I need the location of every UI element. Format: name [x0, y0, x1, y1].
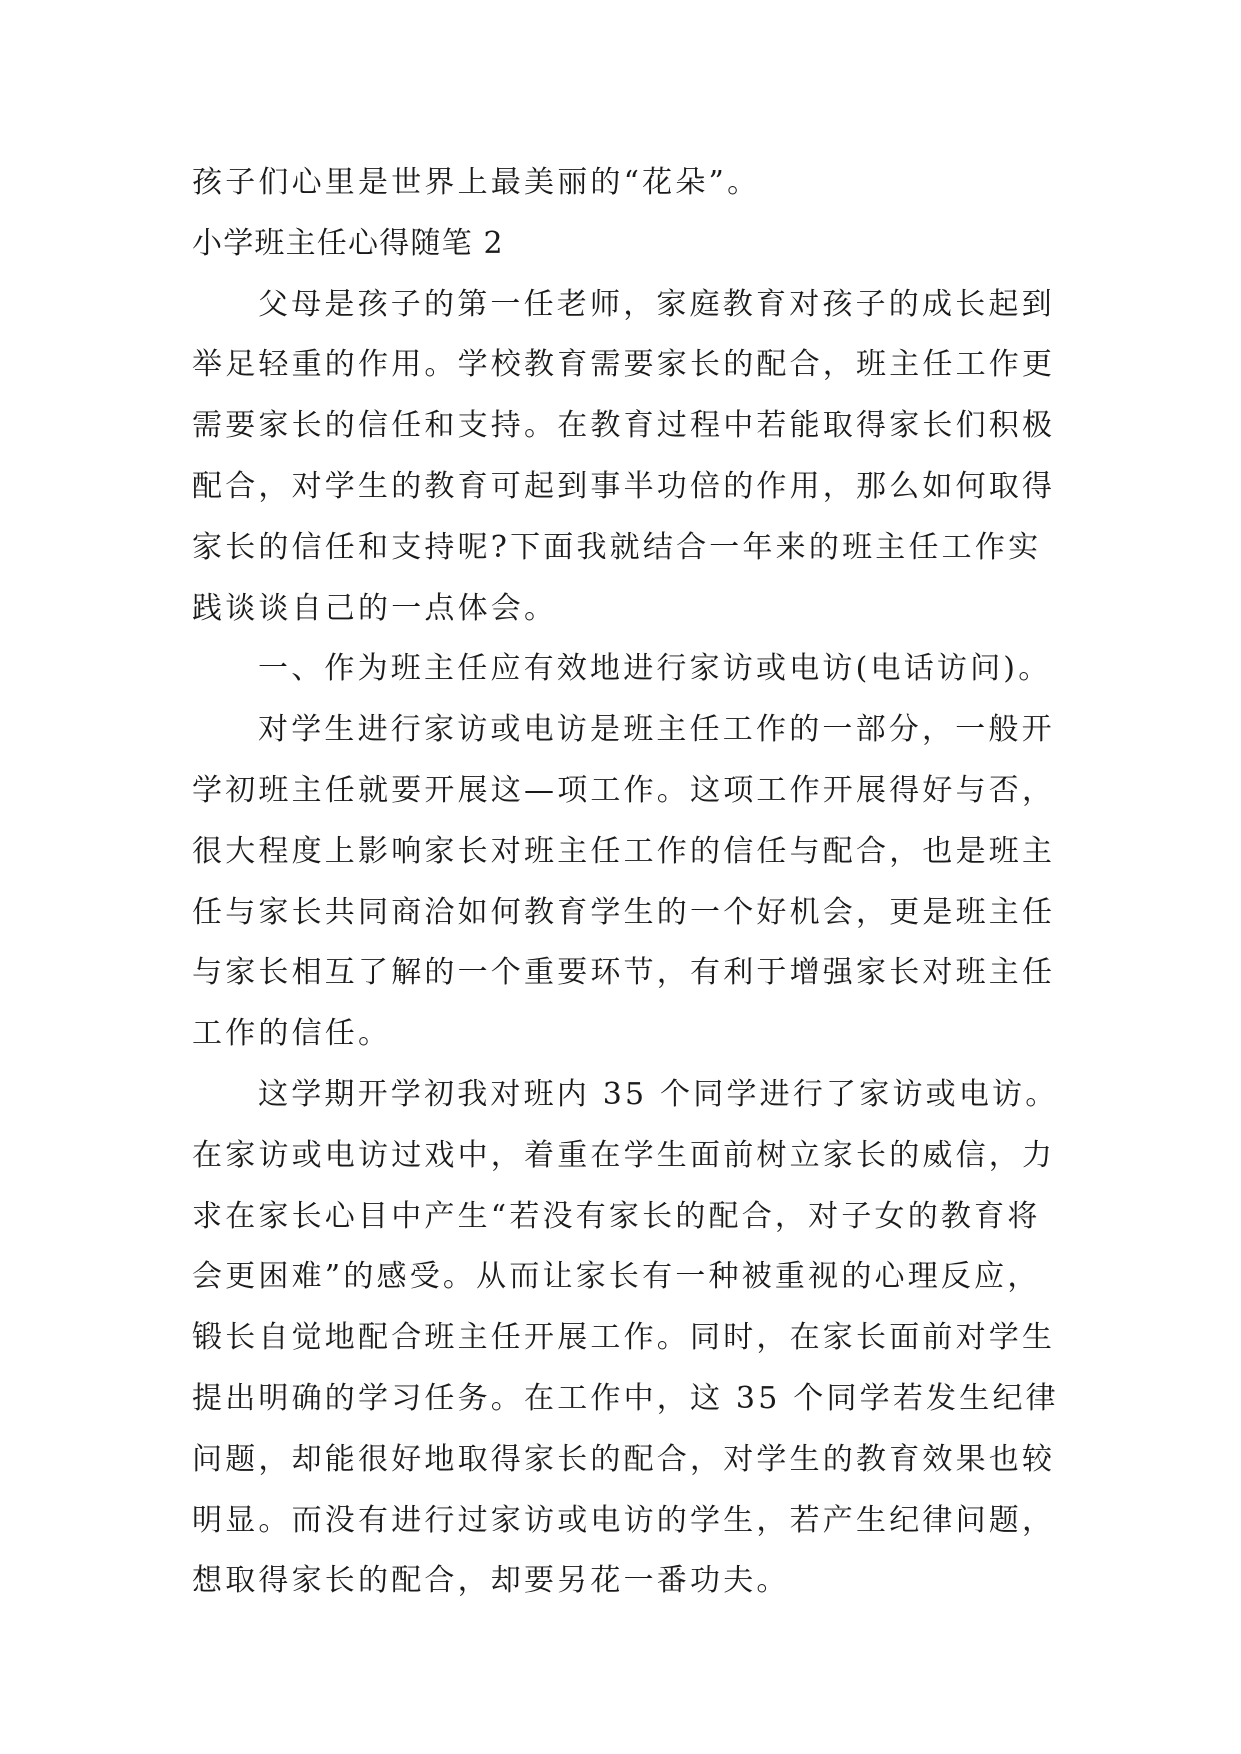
text-line: 对学生进行家访或电访是班主任工作的一部分，一般开	[258, 712, 1055, 748]
section-heading: 小学班主任心得随笔 2	[192, 225, 504, 261]
text-line: 学初班主任就要开展这—项工作。这项工作开展得好与否，	[192, 772, 1056, 808]
text-line: 家长的信任和支持呢?下面我就结合一年来的班主任工作实	[192, 529, 1042, 565]
document-body	[192, 153, 1059, 1612]
text-line: 在家访或电访过戏中，着重在学生面前树立家长的威信，力	[192, 1137, 1056, 1173]
text-line: 问题，却能很好地取得家长的配合，对学生的教育效果也较	[192, 1441, 1056, 1477]
text-line: 践谈谈自己的一点体会。	[192, 590, 558, 626]
text-line: 这学期开学初我对班内 35 个同学进行了家访或电访。	[258, 1076, 1059, 1112]
text-line: 孩子们心里是世界上最美丽的“花朵”。	[192, 165, 761, 200]
text-line: 父母是孩子的第一任老师，家庭教育对孩子的成长起到	[258, 286, 1055, 322]
text-line: 配合，对学生的教育可起到事半功倍的作用，那么如何取得	[192, 468, 1056, 504]
text-line: 明显。而没有进行过家访或电访的学生，若产生纪律问题，	[192, 1502, 1056, 1538]
text-line: 求在家长心目中产生“若没有家长的配合，对子女的教育将	[192, 1198, 1041, 1234]
text-line: 任与家长共同商洽如何教育学生的一个好机会，更是班主任	[192, 894, 1056, 930]
text-line: 与家长相互了解的一个重要环节，有利于增强家长对班主任	[192, 955, 1056, 991]
text-line: 举足轻重的作用。学校教育需要家长的配合，班主任工作更	[192, 347, 1056, 383]
text-line: 需要家长的信任和支持。在教育过程中若能取得家长们积极	[192, 408, 1056, 444]
text-line: 工作的信任。	[192, 1016, 392, 1052]
text-line: 提出明确的学习任务。在工作中，这 35 个同学若发生纪律	[192, 1380, 1059, 1416]
subsection-heading: 一、作为班主任应有效地进行家访或电访(电话访问)。	[258, 651, 1052, 687]
text-line: 想取得家长的配合，却要另花一番功夫。	[192, 1563, 790, 1599]
text-line: 锻长自觉地配合班主任开展工作。同时，在家长面前对学生	[192, 1320, 1056, 1356]
text-line: 很大程度上影响家长对班主任工作的信任与配合，也是班主	[192, 833, 1056, 869]
text-line: 会更困难”的感受。从而让家长有一种被重视的心理反应，	[192, 1259, 1041, 1295]
